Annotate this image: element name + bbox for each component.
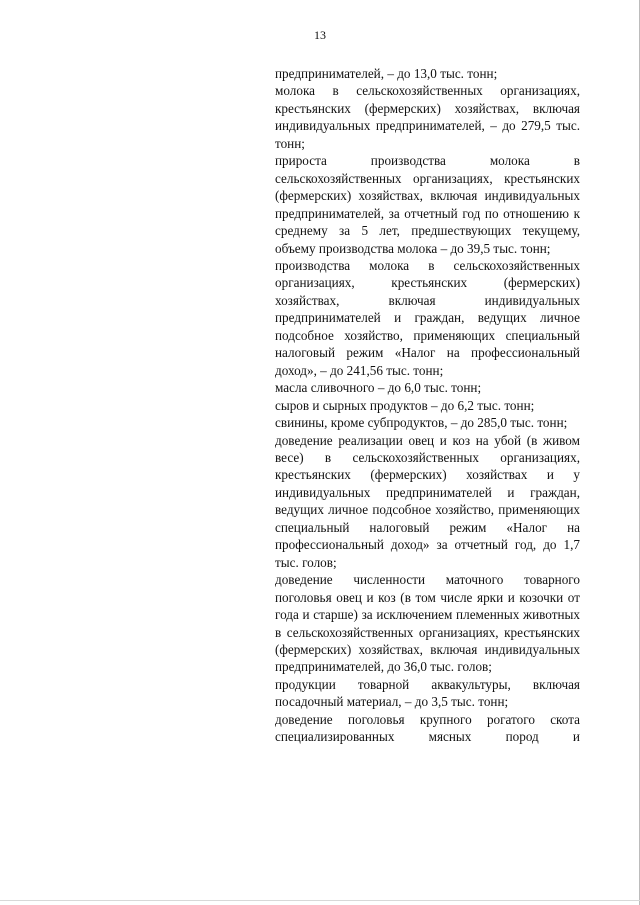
paragraph: доведение поголовья крупного рогатого скота специализированных мясных пород и bbox=[275, 711, 580, 745]
paragraph: доведение численности маточного товарного поголовья овец и коз (в том числе ярки и козочки от года и старше) за исключением племенных животных в сельскохозяйственных организациях, крестьянских (фермерских) хозяйствах, включая индивидуальных предпринимателей, до 36,0 тыс. голов; bbox=[275, 572, 580, 675]
paragraph: прироста производства молока в сельскохозяйственных организациях, крестьянских (фермерских) хозяйствах, включая индивидуальных предпринимателей, за отчетный год по отношению к среднему за 5 лет, предшествующих текущему, объему производства молока – до 39,5 тыс. тонн; bbox=[275, 153, 580, 256]
page-number: 13 bbox=[314, 28, 326, 42]
paragraph: производства молока в сельскохозяйственных организациях, крестьянских (фермерских) хозяйствах, включая индивидуальных предпринимателей и граждан, ведущих личное подсобное хозяйство, применяющих специальный налоговый режим «Налог на профессиональный доход», – до 241,56 тыс. тонн; bbox=[275, 257, 580, 378]
paragraph: молока в сельскохозяйственных организациях, крестьянских (фермерских) хозяйствах, включая индивидуальных предпринимателей, – до 279,5 тыс. тонн; bbox=[275, 83, 580, 151]
paragraph: масла сливочного – до 6,0 тыс. тонн; bbox=[275, 380, 482, 396]
paragraph: свинины, кроме субпродуктов, – до 285,0 тыс. тонн; bbox=[275, 415, 568, 431]
paragraph: доведение реализации овец и коз на убой (в живом весе) в сельскохозяйственных организациях, крестьянских (фермерских) хозяйствах и у индивидуальных предпринимателей и граждан, ведущих личное подсобное хозяйство, применяющих специальный налоговый режим «Налог на профессиональный доход» за отчетный год, до 1,7 тыс. голов; bbox=[275, 432, 580, 570]
document-body bbox=[275, 65, 580, 746]
paragraph: сыров и сырных продуктов – до 6,2 тыс. тонн; bbox=[275, 397, 535, 413]
page-edge bbox=[0, 900, 640, 901]
paragraph: предпринимателей, – до 13,0 тыс. тонн; bbox=[275, 66, 498, 81]
paragraph: продукции товарной аквакультуры, включая посадочный материал, – до 3,5 тыс. тонн; bbox=[275, 676, 580, 710]
